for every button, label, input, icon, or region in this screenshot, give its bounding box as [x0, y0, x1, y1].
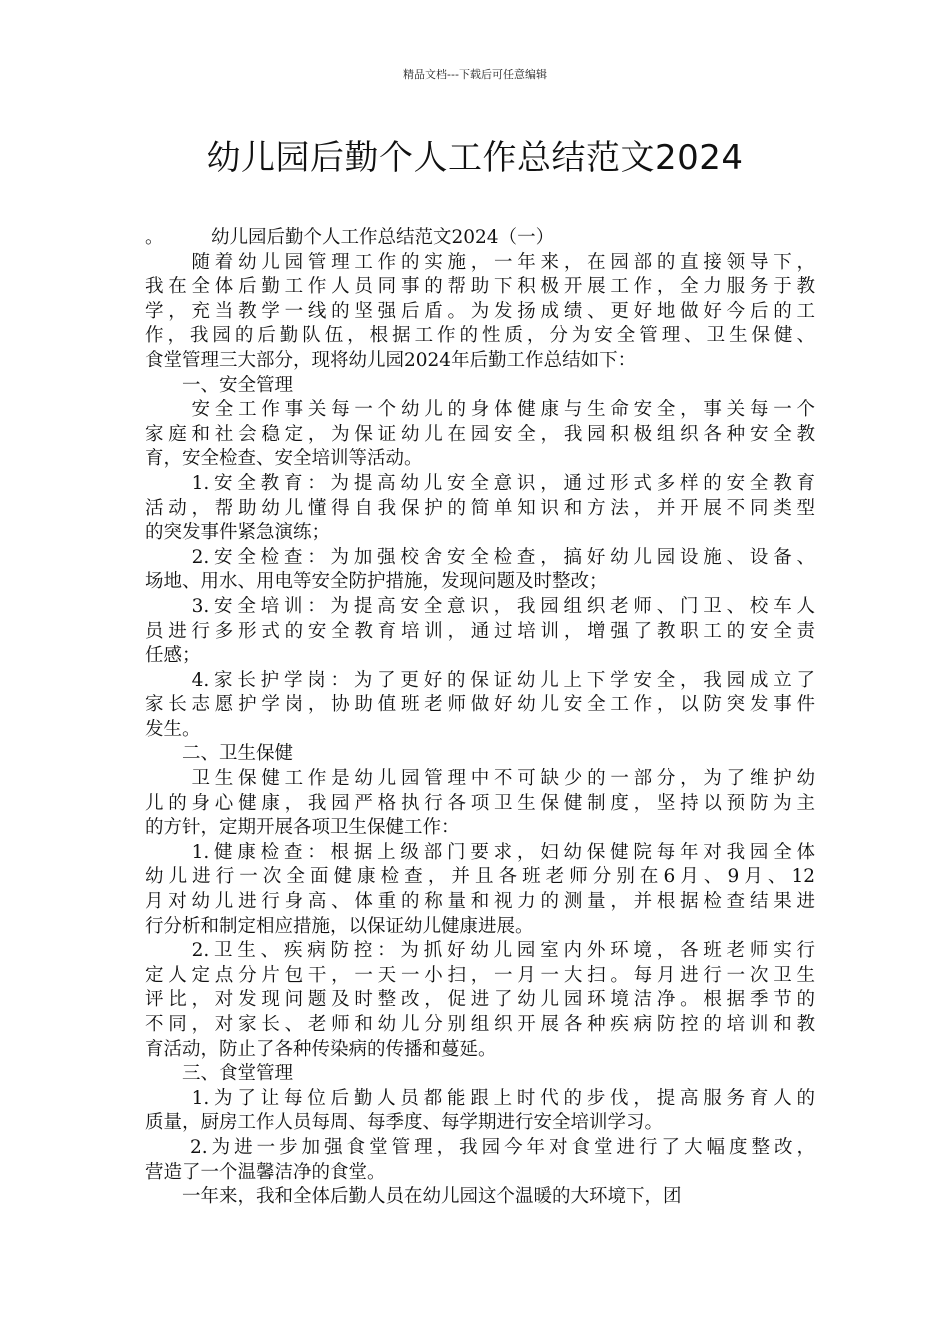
- text-line: 育活动，防止了各种传染病的传播和蔓延。: [145, 1038, 497, 1060]
- text-line: 月对幼儿进行身高、体重的称量和视力的测量，并根据检查结果进: [145, 891, 815, 913]
- text-line: 4.家长护学岗：为了更好的保证幼儿上下学安全，我园成立了: [145, 669, 815, 691]
- document-body: [145, 226, 815, 1210]
- text-line: 家长志愿护学岗，协助值班老师做好幼儿安全工作，以防突发事件: [145, 694, 815, 716]
- text-line: 定人定点分片包干，一天一小扫，一月一大扫。每月进行一次卫生: [145, 964, 815, 986]
- document-title: 幼儿园后勤个人工作总结范文2024: [206, 138, 744, 178]
- text-line: 行分析和制定相应措施，以保证幼儿健康进展。: [145, 915, 534, 937]
- text-line: 作，我园的后勤队伍，根据工作的性质，分为安全管理、卫生保健、: [145, 325, 815, 347]
- text-line: 食堂管理三大部分，现将幼儿园2024年后勤工作总结如下：: [145, 349, 637, 371]
- text-line: 2.安全检查：为加强校舍安全检查，搞好幼儿园设施、设备、: [145, 546, 815, 568]
- text-line: 质量，厨房工作人员每周、每季度、每学期进行安全培训学习。: [145, 1112, 664, 1134]
- header-note: 精品文档---下载后可任意编辑: [403, 68, 547, 81]
- paragraph-lines: [145, 251, 815, 1210]
- text-line: 员进行多形式的安全教育培训，通过培训，增强了教职工的安全责: [145, 620, 815, 642]
- text-line: 发生。: [145, 718, 201, 740]
- intro-marker: 。: [145, 227, 164, 248]
- text-line: 场地、用水、用电等安全防护措施，发现问题及时整改；: [145, 571, 608, 593]
- text-line: 营造了一个温馨洁净的食堂。: [145, 1161, 386, 1183]
- subtitle-line: [145, 226, 815, 251]
- text-line: 不同，对家长、老师和幼儿分别组织开展各种疾病防控的培训和教: [145, 1014, 815, 1035]
- text-line: 的方针，定期开展各项卫生保健工作：: [145, 817, 460, 839]
- text-line: 随着幼儿园管理工作的实施，一年来，在园部的直接领导下，: [145, 251, 815, 273]
- text-line: 三、食堂管理: [145, 1063, 294, 1085]
- text-line: 评比，对发现问题及时整改，促进了幼儿园环境洁净。根据季节的: [145, 989, 815, 1011]
- text-line: 安全工作事关每一个幼儿的身体健康与生命安全，事关每一个: [145, 399, 815, 421]
- text-line: 育，安全检查、安全培训等活动。: [145, 448, 423, 470]
- text-line: 一年来，我和全体后勤人员在幼儿园这个温暖的大环境下，团: [145, 1186, 682, 1208]
- text-line: 2.卫生、疾病防控：为抓好幼儿园室内外环境，各班老师实行: [145, 940, 815, 962]
- text-line: 儿的身心健康，我园严格执行各项卫生保健制度，坚持以预防为主: [145, 792, 815, 814]
- text-line: 一、安全管理: [145, 374, 294, 396]
- text-line: 3.安全培训：为提高安全意识，我园组织老师、门卫、校车人: [145, 595, 815, 617]
- text-line: 我在全体后勤工作人员同事的帮助下积极开展工作，全力服务于教: [145, 276, 815, 298]
- text-line: 幼儿进行一次全面健康检查，并且各班老师分别在6月、9月、12: [145, 866, 815, 888]
- text-line: 活动，帮助幼儿懂得自我保护的简单知识和方法，并开展不同类型: [145, 497, 815, 519]
- text-line: 1.健康检查：根据上级部门要求，妇幼保健院每年对我园全体: [145, 841, 815, 863]
- text-line: 卫生保健工作是幼儿园管理中不可缺少的一部分，为了维护幼: [145, 768, 815, 790]
- text-line: 2.为进一步加强食堂管理，我园今年对食堂进行了大幅度整改，: [145, 1136, 815, 1158]
- text-line: 二、卫生保健: [145, 743, 294, 765]
- text-line: 1.为了让每位后勤人员都能跟上时代的步伐，提高服务育人的: [145, 1087, 815, 1109]
- text-line: 的突发事件紧急演练；: [145, 522, 331, 544]
- text-line: 家庭和社会稳定，为保证幼儿在园安全，我园积极组织各种安全教: [145, 423, 815, 445]
- section-subtitle: 幼儿园后勤个人工作总结范文2024（一）: [211, 227, 555, 248]
- text-line: 1.安全教育：为提高幼儿安全意识，通过形式多样的安全教育: [145, 472, 815, 494]
- text-line: 学，充当教学一线的坚强后盾。为发扬成绩、更好地做好今后的工: [145, 300, 815, 322]
- text-line: 任感；: [145, 645, 201, 667]
